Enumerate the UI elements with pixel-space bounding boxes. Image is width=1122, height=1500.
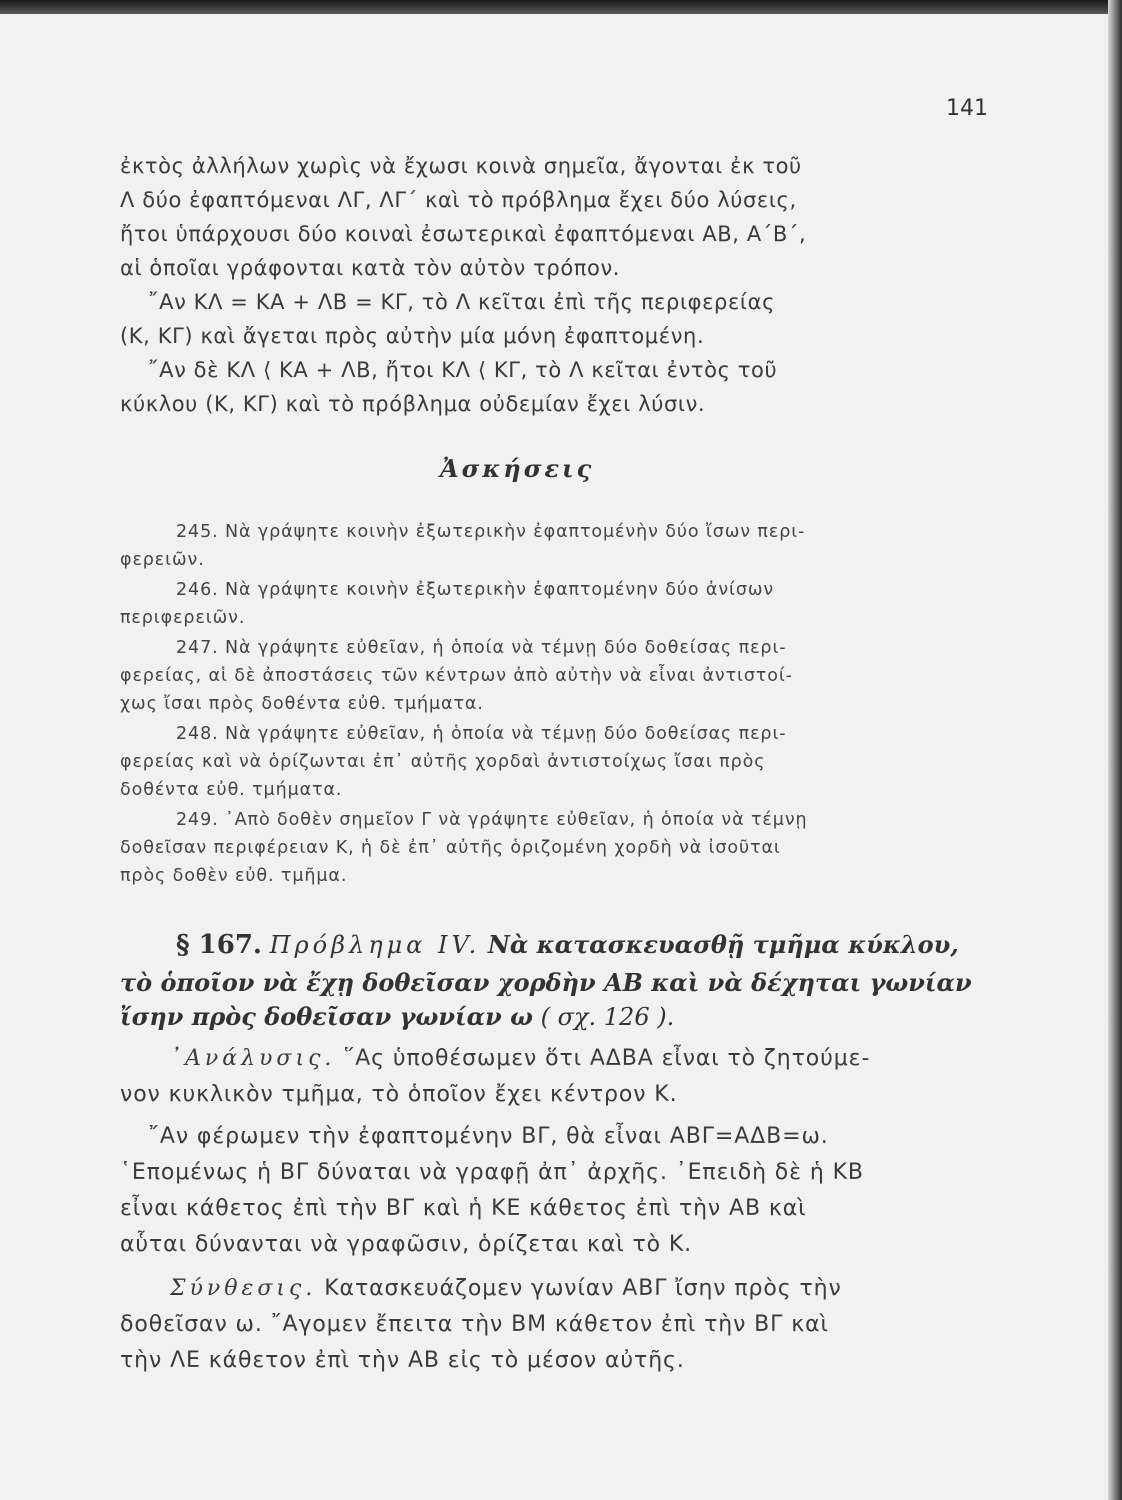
exercise-line: 249. ᾿Απὸ δοθὲν σημεῖον Γ νὰ γράψητε εὐθεῖαν, ἡ ὁποία νὰ τέμνῃ xyxy=(176,810,808,830)
analysis-label: ᾿Ανάλυσις. xyxy=(170,1046,336,1071)
synthesis-line xyxy=(170,1276,842,1301)
exercise-line: 247. Νὰ γράψητε εὐθεῖαν, ἡ ὁποία νὰ τέμνῃ δύο δοθείσας περι- xyxy=(176,638,787,658)
analysis-text: ῞Ας ὑποθέσωμεν ὅτι ΑΔΒΑ εἶναι τὸ ζητούμε- xyxy=(343,1046,871,1071)
text-line: Λ δύο ἐφαπτόμεναι ΛΓ, ΛΓ΄ καὶ τὸ πρόβλημα ἔχει δύο λύσεις, xyxy=(120,188,797,212)
section-label: Πρόβλημα IV. xyxy=(269,931,481,959)
exercise-line: φερειῶν. xyxy=(120,550,205,570)
exercise-line: χως ἴσαι πρὸς δοθέντα εὐθ. τμήματα. xyxy=(120,694,484,714)
text-line: ῎Αν δὲ ΚΛ ⟨ ΚΑ + ΛΒ, ἤτοι ΚΛ ⟨ ΚΓ, τὸ Λ κεῖται ἐντὸς τοῦ xyxy=(148,358,778,382)
section-heading-line xyxy=(176,930,959,960)
analysis-line: ῎Αν φέρωμεν τὴν ἐφαπτομένην ΒΓ, θὰ εἶναι ΑΒΓ=ΑΔΒ=ω. xyxy=(148,1124,829,1149)
analysis-line xyxy=(170,1046,870,1071)
exercise-line: 246. Νὰ γράψητε κοινὴν ἐξωτερικὴν ἐφαπτομένην δύο ἀνίσων xyxy=(176,580,775,600)
text-line: αἱ ὁποῖαι γράφονται κατὰ τὸν αὐτὸν τρόπον. xyxy=(120,256,621,280)
exercises-heading: Ἀσκήσεις xyxy=(440,454,595,483)
section-title-line xyxy=(120,1002,674,1031)
exercise-line: φερείας καὶ νὰ ὁρίζωνται ἐπ᾽ αὐτῆς χορδαὶ ἀντιστοίχως ἴσαι πρὸς xyxy=(120,752,766,772)
section-title-end: ἴσην πρὸς δοθεῖσαν γωνίαν ω xyxy=(120,1002,533,1031)
scan-right-edge xyxy=(1108,0,1122,1500)
section-number: § 167. xyxy=(176,930,262,960)
analysis-line: ῾Επομένως ἡ ΒΓ δύναται νὰ γραφῇ ἀπ᾽ ἀρχῆς. ᾿Επειδὴ δὲ ἡ ΚΒ xyxy=(120,1160,864,1185)
exercise-line: 248. Νὰ γράψητε εὐθεῖαν, ἡ ὁποία νὰ τέμνῃ δύο δοθείσας περι- xyxy=(176,724,787,744)
exercise-line: 245. Νὰ γράψητε κοινὴν ἐξωτερικὴν ἐφαπτομένὴν δύο ἴσων περι- xyxy=(176,522,806,542)
text-line: ῎Αν ΚΛ = ΚΑ + ΛΒ = ΚΓ, τὸ Λ κεῖται ἐπὶ τῆς περιφερείας xyxy=(148,290,776,314)
exercise-line: φερείας, αἱ δὲ ἀποστάσεις τῶν κέντρων ἀπὸ αὐτὴν νὰ εἶναι ἀντιστοί- xyxy=(120,666,793,686)
analysis-line: εἶναι κάθετος ἐπὶ τὴν ΒΓ καὶ ἡ ΚΕ κάθετος ἐπὶ τὴν ΑΒ καὶ xyxy=(120,1196,807,1221)
text-line: κύκλου (Κ, ΚΓ) καὶ τὸ πρόβλημα οὐδεμίαν ἔχει λύσιν. xyxy=(120,392,706,416)
text-line: ἐκτὸς ἀλλήλων χωρὶς νὰ ἔχωσι κοινὰ σημεῖα, ἄγονται ἐκ τοῦ xyxy=(120,154,802,178)
synthesis-label: Σύνθεσις. xyxy=(170,1276,317,1301)
section-title-line: τὸ ὁποῖον νὰ ἔχῃ δοθεῖσαν χορδὴν ΑΒ καὶ νὰ δέχηται γωνίαν xyxy=(120,968,972,997)
synthesis-line: δοθεῖσαν ω. ῎Αγομεν ἔπειτα τὴν ΒΜ κάθετον ἐπὶ τὴν ΒΓ καὶ xyxy=(120,1312,829,1337)
exercise-line: περιφερειῶν. xyxy=(120,608,246,628)
exercise-line: δοθέντα εὐθ. τμήματα. xyxy=(120,780,343,800)
analysis-line: αὗται δύνανται νὰ γραφῶσιν, ὁρίζεται καὶ τὸ Κ. xyxy=(120,1232,693,1257)
synthesis-line: τὴν ΛΕ κάθετον ἐπὶ τὴν ΑΒ εἰς τὸ μέσον αὐτῆς. xyxy=(120,1348,685,1373)
exercise-line: πρὸς δοθὲν εὐθ. τμῆμα. xyxy=(120,866,348,886)
section-title: Νὰ κατασκευασθῇ τμῆμα κύκλου, xyxy=(487,930,959,959)
exercise-line: δοθεῖσαν περιφέρειαν Κ, ἡ δὲ ἐπ᾽ αὐτῆς ὁριζομένη χορδὴ νὰ ἰσοῦται xyxy=(120,838,781,858)
text-line: (Κ, ΚΓ) καὶ ἄγεται πρὸς αὐτὴν μία μόνη ἐφαπτομένη. xyxy=(120,324,705,348)
analysis-line: νον κυκλικὸν τμῆμα, τὸ ὁποῖον ἔχει κέντρον Κ. xyxy=(120,1082,678,1107)
synthesis-text: Κατασκευάζομεν γωνίαν ΑΒΓ ἴσην πρὸς τὴν xyxy=(324,1276,842,1301)
figure-reference: ( σχ. 126 ). xyxy=(540,1003,675,1031)
book-page xyxy=(0,14,1108,1500)
page-number: 141 xyxy=(946,96,988,121)
text-line: ἤτοι ὑπάρχουσι δύο κοιναὶ ἐσωτερικαὶ ἐφαπτόμεναι ΑΒ, Α΄Β΄, xyxy=(120,222,807,246)
